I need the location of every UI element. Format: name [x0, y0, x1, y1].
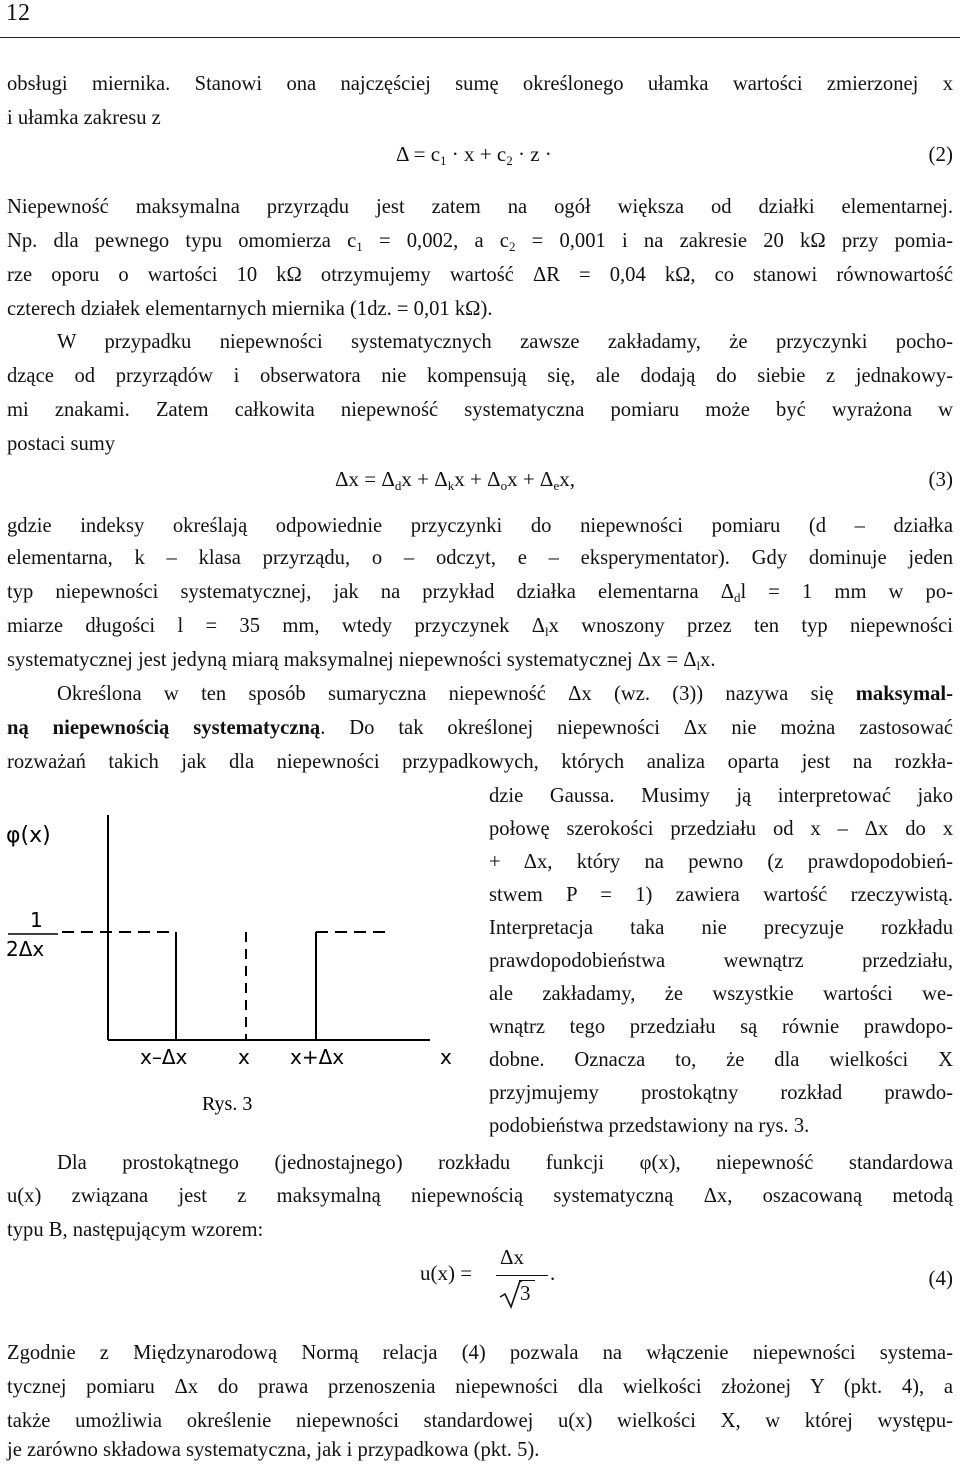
text-line: Dla prostokątnego (jednostajnego) rozkładu funkcji φ(x), niepewność standardowa	[57, 1152, 953, 1174]
sqrt-icon	[498, 1279, 522, 1309]
equation-2-number: (2)	[928, 142, 953, 166]
text-line: miarze długości l = 35 mm, wtedy przyczynek $\Delta_lx$ wnoszony przez ten typ niepewności	[7, 615, 953, 639]
text-line: postaci sumy	[7, 433, 116, 455]
text-line: prawdopodobieństwa wewnątrz przedziału,	[489, 950, 953, 972]
text-line: połowę szerokości przedziału od x – Δx do x	[489, 818, 953, 840]
text-line: gdzie indeksy określają odpowiednie przyczynki do niepewności pomiaru (d – działka	[7, 515, 953, 537]
equation-4-period: .	[550, 1261, 556, 1285]
level-fraction-numerator: 1	[30, 908, 43, 932]
tick-label-left: x–Δx	[140, 1045, 188, 1069]
text-line: systematycznej jest jedyną miarą maksymalnej niepewności systematycznej $\Delta x = \Delta_lx$.	[7, 649, 716, 673]
text-line: ale zakładamy, że wszystkie wartości we-	[489, 983, 953, 1005]
text-line: elementarna, k – klasa przyrządu, o – odczyt, e – eksperymentator). Gdy dominuje jeden	[7, 547, 953, 569]
text-line: ną niepewnością systematyczną. Do tak określonej niepewności Δx nie można zastosować	[7, 717, 953, 739]
text-line: czterech działek elementarnych miernika (1dz. = 0,01 kΩ).	[7, 298, 493, 320]
text-line: mi znakami. Zatem całkowita niepewność systematyczna pomiaru może być wyrażona w	[7, 399, 953, 421]
text-line: stwem P = 1) zawiera wartość rzeczywistą.	[489, 884, 953, 906]
text-line: + Δx, który na pewno (z prawdopodobień-	[489, 851, 953, 873]
text-line: typu B, następującym wzorem:	[7, 1219, 264, 1241]
equation-4-lhs: u(x) =	[420, 1261, 473, 1285]
text-line: Niepewność maksymalna przyrządu jest zatem na ogół większa od działki elementarnej.	[7, 196, 953, 218]
text-line: także umożliwia określenie niepewności standardowej u(x) wielkości X, w której występu-	[7, 1410, 953, 1432]
level-fraction-denominator: 2Δx	[6, 937, 45, 961]
text-line: Interpretacja taka nie precyzuje rozkładu	[489, 917, 953, 939]
tick-label-center: x	[238, 1045, 250, 1069]
text-line: rozważań takich jak dla niepewności przypadkowych, których analiza oparta jest na rozkła-	[7, 751, 953, 773]
figure-caption: Rys. 3	[202, 1093, 253, 1115]
equation-3-number: (3)	[928, 467, 953, 491]
tick-label-right: x+Δx	[290, 1045, 345, 1069]
text-line: Np. dla pewnego typu omomierza $c_1 = 0,002$, a $c_2 = 0,001$ i na zakresie 20 kΩ przy pomia-	[7, 230, 953, 254]
equation-4-number: (4)	[928, 1266, 953, 1290]
text-line: i ułamka zakresu z	[7, 107, 161, 129]
text-line: je zarówno składowa systematyczna, jak i przypadkowa (pkt. 5).	[7, 1439, 540, 1461]
text-line: przyjmujemy prostokątny rozkład prawdo-	[489, 1082, 953, 1104]
text-line: dzące od przyrządów i obserwatora nie kompensują się, ale dodają do siebie z jednakowy-	[7, 365, 953, 387]
rectangular-distribution-figure	[0, 810, 480, 1130]
text-line: W przypadku niepewności systematycznych zawsze zakładamy, że przyczynki pocho-	[57, 331, 953, 353]
text-line: rze oporu o wartości 10 kΩ otrzymujemy wartość ΔR = 0,04 kΩ, co stanowi równowartość	[7, 264, 953, 286]
text-line: typ niepewności systematycznej, jak na przykład działka elementarna $\Delta_dl = 1$ mm w po-	[7, 581, 953, 605]
equation-4-fraction-bar	[496, 1275, 548, 1276]
header-rule	[0, 37, 960, 38]
text-line: tycznej pomiaru Δx do prawa przenoszenia niepewności dla wielkości złożonej Y (pkt. 4), a	[7, 1376, 953, 1398]
text-line: dzie Gaussa. Musimy ją interpretować jako	[489, 785, 953, 807]
text-line: u(x) związana jest z maksymalną niepewnością systematyczną Δx, oszacowaną metodą	[7, 1185, 953, 1207]
text-line: wnątrz tego przedziału są równie prawdopo-	[489, 1016, 953, 1038]
x-axis-label: x	[440, 1045, 452, 1069]
equation-4-numerator: Δx	[500, 1245, 525, 1269]
text-line: obsługi miernika. Stanowi ona najczęściej sumę określonego ułamka wartości zmierzonej x	[7, 73, 953, 95]
text-line: Określona w ten sposób sumaryczna niepewność Δx (wz. (3)) nazywa się maksymal-	[57, 683, 953, 705]
equation-2: $\Delta = c_1 \cdot x + c_2 \cdot z$ ·	[396, 142, 552, 168]
equation-4-denominator: 3	[520, 1281, 531, 1305]
text-line: podobieństwa przedstawiony na rys. 3.	[489, 1115, 810, 1137]
equation-3: $\Delta x = \Delta_dx + \Delta_kx + \Delta_ox + \Delta_ex$,	[335, 467, 575, 493]
page-number: 12	[6, 0, 30, 26]
text-line: Zgodnie z Międzynarodową Normą relacja (4) pozwala na włączenie niepewności systema-	[7, 1342, 953, 1364]
y-axis-label: φ(x)	[6, 823, 51, 848]
text-line: dobne. Oznacza to, że dla wielkości X	[489, 1049, 953, 1071]
